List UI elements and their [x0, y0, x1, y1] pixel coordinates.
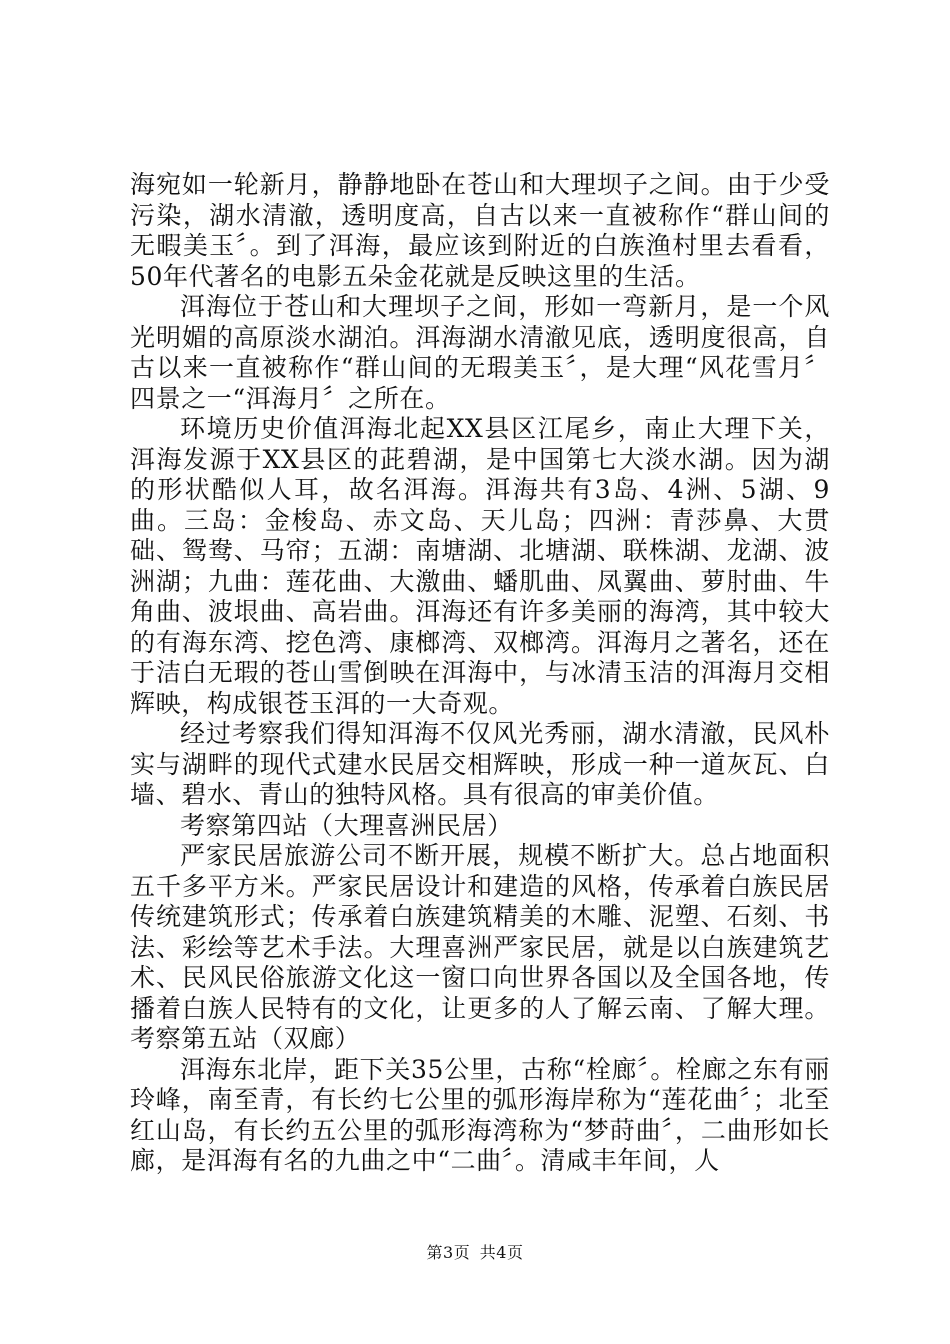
- page-footer: [0, 1240, 950, 1263]
- paragraph-6: 洱海东北岸，距下关35公里，古称“栓廊〞。栓廊之东有丽玲峰，南至青，有长约七公里的弧形海岸称为“莲花曲〞；北至红山岛，有长约五公里的弧形海湾称为“梦莳曲〞，二曲形如长廊，是洱海有名的九曲之中“二曲〞。清咸丰年间，人: [130, 1054, 830, 1175]
- page-total: 共4页: [479, 1243, 524, 1262]
- section-heading: 考察第四站（大理喜洲民居）: [180, 810, 513, 840]
- page-number: 第3页: [426, 1243, 471, 1262]
- paragraph-5: 严家民居旅游公司不断开展，规模不断扩大。总占地面积五千多平方米。严家民居设计和建造的风格，传承着白族民居传统建筑形式；传承着白族建筑精美的木雕、泥塑、石刻、书法、彩绘等艺术手法。大理喜洲严家民居，就是以白族建筑艺术、民风民俗旅游文化这一窗口向世界各国以及全国各地，传播着白族人民特有的文化，让更多的人了解云南、了解大理。考察第五站（双廊）: [130, 841, 830, 1053]
- paragraph-1: 海宛如一轮新月，静静地卧在苍山和大理坝子之间。由于少受污染，湖水清澈，透明度高，自古以来一直被称作“群山间的无暇美玉〞。到了洱海，最应该到附近的白族渔村里去看看，50年代著名的电影五朵金花就是反映这里的生活。: [130, 170, 830, 291]
- paragraph-2: 洱海位于苍山和大理坝子之间，形如一弯新月，是一个风光明媚的高原淡水湖泊。洱海湖水清澈见底，透明度很高，自古以来一直被称作“群山间的无瑕美玉〞，是大理“风花雪月〞四景之一“洱海月〞之所在。: [130, 292, 830, 413]
- paragraph-3: 环境历史价值洱海北起XX县区江尾乡，南止大理下关，洱海发源于XX县区的茈碧湖，是中国第七大淡水湖。因为湖的形状酷似人耳，故名洱海。洱海共有3岛、4洲、5湖、9曲。三岛：金梭岛、赤文岛、天儿岛；四洲：青莎鼻、大贯础、鸳鸯、马帘；五湖：南塘湖、北塘湖、联株湖、龙湖、波洲湖；九曲：莲花曲、大激曲、蟠肌曲、凤翼曲、萝肘曲、牛角曲、波垠曲、高岩曲。洱海还有许多美丽的海湾，其中较大的有海东湾、挖色湾、康榔湾、双榔湾。洱海月之著名，还在于洁白无瑕的苍山雪倒映在洱海中，与冰清玉洁的洱海月交相辉映，构成银苍玉洱的一大奇观。: [130, 414, 830, 718]
- paragraph-4: 经过考察我们得知洱海不仅风光秀丽，湖水清澈，民风朴实与湖畔的现代式建水民居交相辉映，形成一种一道灰瓦、白墙、碧水、青山的独特风格。具有很高的审美价值。: [130, 719, 830, 809]
- body-text: [130, 170, 830, 1177]
